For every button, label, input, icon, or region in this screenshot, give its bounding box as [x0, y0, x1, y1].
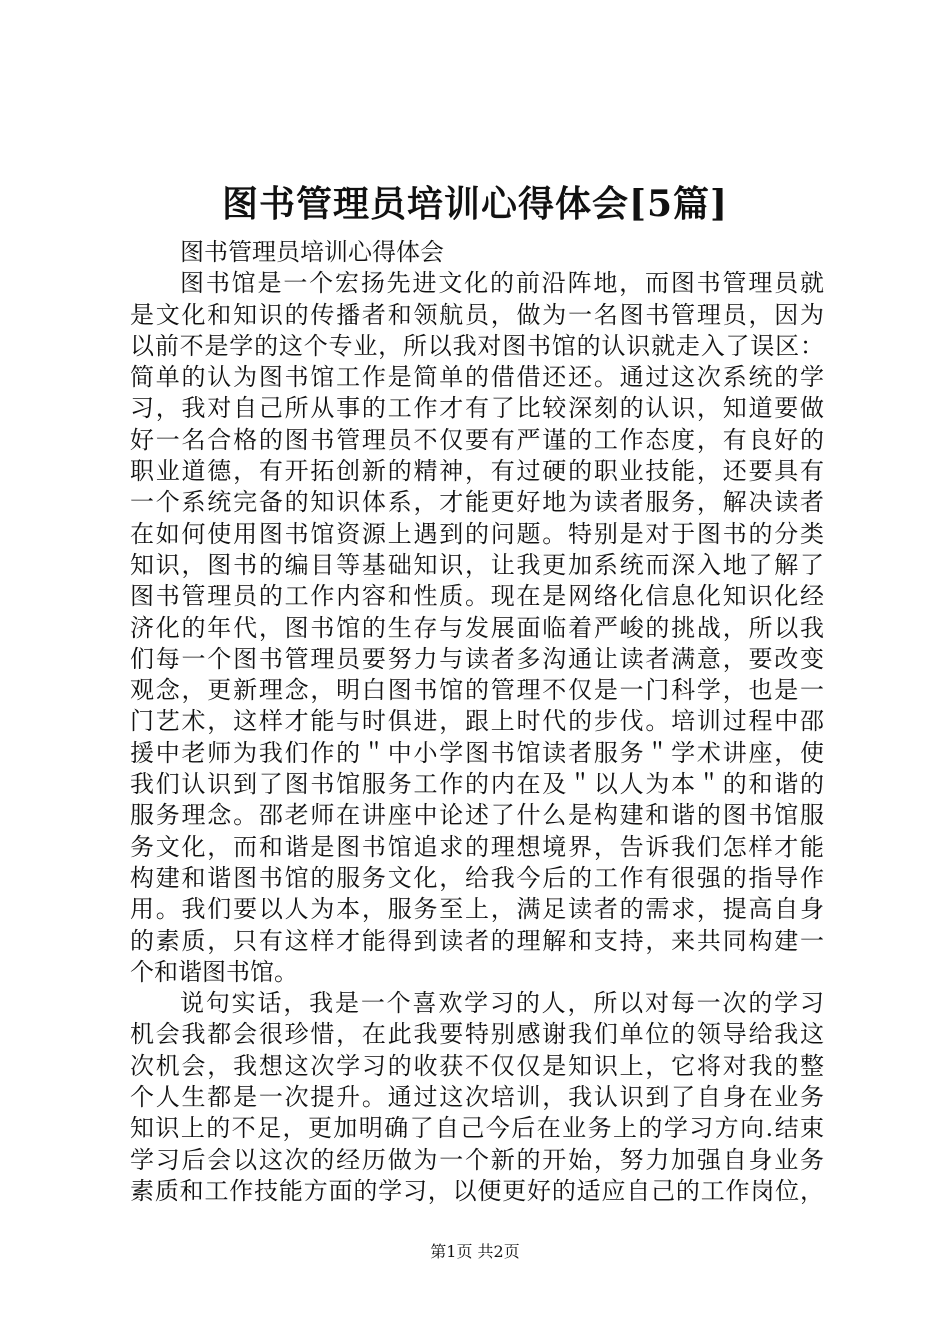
- paragraph-1-line: 的素质，只有这样才能得到读者的理解和支持，来共同构建一: [130, 926, 824, 955]
- paragraph-2: [130, 988, 824, 1207]
- paragraph-1-line: 知识，图书的编目等基础知识，让我更加系统而深入地了解了: [130, 550, 824, 579]
- paragraph-2-line: 个人生都是一次提升。通过这次培训，我认识到了自身在业务: [130, 1083, 824, 1112]
- paragraph-1-line: 习，我对自己所从事的工作才有了比较深刻的认识，知道要做: [130, 394, 824, 423]
- paragraph-1-line: 图书馆是一个宏扬先进文化的前沿阵地，而图书管理员就: [180, 269, 824, 298]
- paragraph-1-line: 们每一个图书管理员要努力与读者多沟通让读者满意，要改变: [130, 644, 824, 673]
- paragraph-1-line: 图书管理员的工作内容和性质。现在是网络化信息化知识化经: [130, 582, 824, 611]
- paragraph-1-line: 在如何使用图书馆资源上遇到的问题。特别是对于图书的分类: [130, 519, 824, 548]
- paragraph-1-line: 构建和谐图书馆的服务文化，给我今后的工作有很强的指导作: [130, 863, 824, 892]
- paragraph-1-line: 简单的认为图书馆工作是简单的借借还还。通过这次系统的学: [130, 363, 824, 392]
- paragraph-1-line: 务文化，而和谐是图书馆追求的理想境界，告诉我们怎样才能: [130, 832, 824, 861]
- paragraph-1-line: 门艺术，这样才能与时俱进，跟上时代的步伐。培训过程中邵: [130, 707, 824, 736]
- paragraph-2-line: 学习后会以这次的经历做为一个新的开始，努力加强自身业务: [130, 1145, 824, 1174]
- paragraph-1-line: 用。我们要以人为本，服务至上，满足读者的需求，提高自身: [130, 895, 824, 924]
- paragraph-1-line: 观念，更新理念，明白图书馆的管理不仅是一门科学，也是一: [130, 676, 824, 705]
- paragraph-1: [130, 268, 824, 988]
- paragraph-1-line: 好一名合格的图书管理员不仅要有严谨的工作态度，有良好的: [130, 425, 824, 454]
- paragraph-2-line: 素质和工作技能方面的学习，以便更好的适应自己的工作岗位，: [130, 1176, 824, 1205]
- paragraph-1-line: 援中老师为我们作的＂中小学图书馆读者服务＂学术讲座，使: [130, 738, 824, 767]
- paragraph-2-line: 说句实话，我是一个喜欢学习的人，所以对每一次的学习: [180, 989, 824, 1018]
- document-body: [130, 237, 824, 1207]
- document-title: 图书管理员培训心得体会[5篇]: [221, 183, 729, 225]
- paragraph-1-line: 一个系统完备的知识体系，才能更好地为读者服务，解决读者: [130, 488, 824, 517]
- paragraph-2-line: 机会我都会很珍惜，在此我要特别感谢我们单位的领导给我这: [130, 1020, 824, 1049]
- paragraph-1-line: 服务理念。邵老师在讲座中论述了什么是构建和谐的图书馆服: [130, 801, 824, 830]
- paragraph-1-line: 以前不是学的这个专业，所以我对图书馆的认识就走入了误区：: [130, 331, 824, 360]
- paragraph-1-line: 职业道德，有开拓创新的精神，有过硬的职业技能，还要具有: [130, 457, 824, 486]
- paragraph-2-line: 次机会，我想这次学习的收获不仅仅是知识上，它将对我的整: [130, 1051, 824, 1080]
- paragraph-1-line: 济化的年代，图书馆的生存与发展面临着严峻的挑战，所以我: [130, 613, 824, 642]
- paragraph-2-line: 知识上的不足，更加明确了自己今后在业务上的学习方向.结束: [130, 1114, 824, 1143]
- paragraph-1-line: 个和谐图书馆。: [130, 957, 298, 986]
- paragraph-1-line: 我们认识到了图书馆服务工作的内在及＂以人为本＂的和谐的: [130, 770, 824, 799]
- paragraph-1-line: 是文化和知识的传播者和领航员，做为一名图书管理员，因为: [130, 300, 824, 329]
- document-subtitle: 图书管理员培训心得体会: [180, 238, 444, 266]
- page-footer: 第1页 共2页: [430, 1242, 520, 1261]
